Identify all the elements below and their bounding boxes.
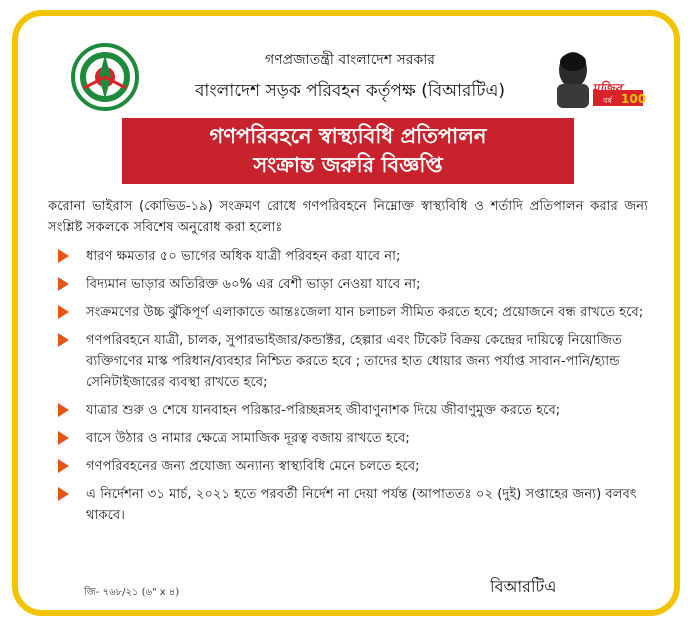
- mujib-100: 100: [621, 92, 647, 106]
- mujib-script: মুজিব: [592, 82, 622, 97]
- list-item: গণপরিবহনের জন্য প্রযোজ্য অন্যান্য স্বাস্থ্যবিধি মেনে চলতে হবে;: [48, 456, 648, 477]
- mujib-sub: বর্ষ: [603, 96, 612, 105]
- arrow-bullet-icon: [58, 403, 69, 417]
- arrow-bullet-icon: [58, 431, 69, 445]
- list-item: ধারণ ক্ষমতার ৫০ ভাগের অধিক যাত্রী পরিবহন করা যাবে না;: [48, 246, 648, 267]
- list-item: যাত্রার শুরু ও শেষে যানবাহন পরিষ্কার-পরিচ্ছন্নসহ জীবাণুনাশক দিয়ে জীবাণুমুক্ত করতে হবে;: [48, 400, 648, 421]
- issuer-signature: বিআরটিএ: [490, 577, 557, 596]
- list-item: গণপরিবহনে যাত্রী, চালক, সুপারভাইজার/কন্ডাক্টর, হেল্পার এবং টিকেট বিক্রয় কেন্দ্রের দায়িত্বে নিয়োজিত ব্যক্তিগণের মাস্ক পরিধান/ব্যবহার নিশ্চিত করতে হবে ; তাদের হাত ধোয়ার জন্য পর্যাপ্ত সাবান-পানি/হ্যান্ড সেনিটাইজারের ব্যবস্থা রাখতে হবে;: [48, 330, 648, 393]
- arrow-bullet-icon: [58, 277, 69, 291]
- list-item: বাসে উঠার ও নামার ক্ষেত্রে সামাজিক দূরত্ব বজায় রাখতে হবে;: [48, 428, 648, 449]
- arrow-bullet-icon: [58, 459, 69, 473]
- banner-line-2: সংক্রান্ত জরুরি বিজ্ঞপ্তি: [253, 153, 443, 177]
- arrow-bullet-icon: [58, 249, 69, 263]
- list-item: সংক্রমণের উচ্চ ঝুঁকিপূর্ণ এলাকাতে আন্তঃজেলা যান চলাচল সীমিত করতে হবে; প্রয়োজনে বন্ধ রাখতে হবে;: [48, 302, 648, 323]
- authority-title: বাংলাদেশ সড়ক পরিবহন কর্তৃপক্ষ (বিআরটিএ): [194, 81, 506, 101]
- arrow-bullet-icon: [58, 333, 69, 347]
- print-code: জি- ৭৬৮/২১ (৬" x ৪): [84, 587, 180, 598]
- government-title: গণপ্রজাতন্ত্রী বাংলাদেশ সরকার: [265, 52, 435, 68]
- notice-banner: [122, 118, 574, 184]
- list-item: এ নির্দেশনা ৩১ মার্চ, ২০২১ হতে পরবর্তী নির্দেশ না দেয়া পর্যন্ত (আপাততঃ ০২ (দুই) সপ্তাহের জন্য) বলবৎ থাকবে।: [48, 484, 648, 526]
- intro-paragraph: করোনা ভাইরাস (কোভিড-১৯) সংক্রমণ রোধে গণপরিবহনে নিম্নোক্ত স্বাস্থ্যবিধি ও শর্তাদি প্রতিপালন করার জন্য সংশ্লিষ্ট সকলকে সবিশেষ অনুরোধ করা হলোঃ: [48, 199, 648, 235]
- list-item: বিদ্যমান ভাড়ার অতিরিক্ত ৬০% এর বেশী ভাড়া নেওয়া যাবে না;: [48, 274, 648, 295]
- arrow-bullet-icon: [58, 487, 69, 501]
- banner-line-1: গণপরিবহনে স্বাস্থ্যবিধি প্রতিপালন: [209, 124, 487, 148]
- arrow-bullet-icon: [58, 305, 69, 319]
- directive-list: [48, 246, 648, 533]
